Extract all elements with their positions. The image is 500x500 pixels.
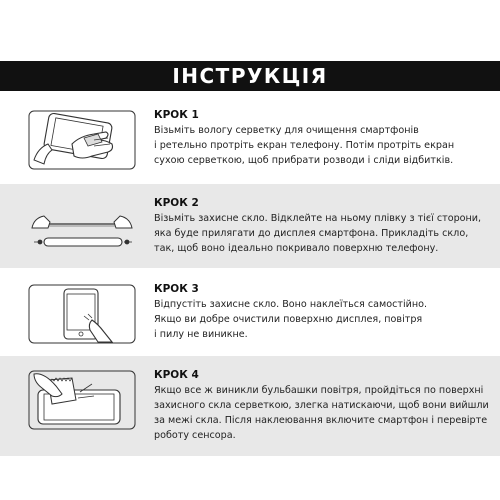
step-1 — [0, 96, 500, 180]
step-body — [154, 297, 494, 342]
step-line: роботу сенсора. — [154, 430, 236, 441]
step-line: Візьміть захисне скло. Відклейте на ньому плівку з тієї сторони, — [154, 213, 482, 224]
step-3 — [0, 270, 500, 354]
wipe-screen-icon — [28, 110, 136, 170]
page-title: ІНСТРУКЦІЯ — [172, 64, 328, 88]
step-line: Відпустіть захисне скло. Воно наклеїться самостійно. — [154, 299, 428, 310]
step-title: КРОК 3 — [154, 283, 199, 295]
step-line: за межі скла. Після наклеювання включите смартфон і перевірте — [154, 415, 488, 426]
step-line: і пилу не виникне. — [154, 329, 248, 340]
step-title: КРОК 4 — [154, 369, 199, 381]
step-body — [154, 383, 494, 443]
step-line: Візьміть вологу серветку для очищення смартфонів — [154, 125, 419, 136]
step-title: КРОК 1 — [154, 109, 199, 121]
step-line: сухою серветкою, щоб прибрати розводи і сліди відбитків. — [154, 155, 454, 166]
remove-bubbles-icon — [28, 370, 136, 430]
step-2 — [0, 184, 500, 268]
step-line: і ретельно протріть екран телефону. Потім протріть екран — [154, 140, 455, 151]
step-4 — [0, 356, 500, 456]
release-glass-icon — [28, 284, 136, 344]
step-line: так, щоб воно ідеально покривало поверхню телефону. — [154, 243, 439, 254]
apply-glass-icon — [28, 198, 136, 258]
step-body — [154, 123, 494, 168]
step-line: яка буде прилягати до дисплея смартфона. Прикладіть скло, — [154, 228, 469, 239]
step-line: захисного скла серветкою, злегка натискаючи, щоб вони вийшли — [154, 400, 489, 411]
step-line: Якщо ви добре очистили поверхню дисплея, повітря — [154, 314, 423, 325]
step-body — [154, 211, 494, 256]
step-line: Якщо все ж виникли бульбашки повітря, пройдіться по поверхні — [154, 385, 484, 396]
step-title: КРОК 2 — [154, 197, 199, 209]
header-banner — [0, 61, 500, 91]
